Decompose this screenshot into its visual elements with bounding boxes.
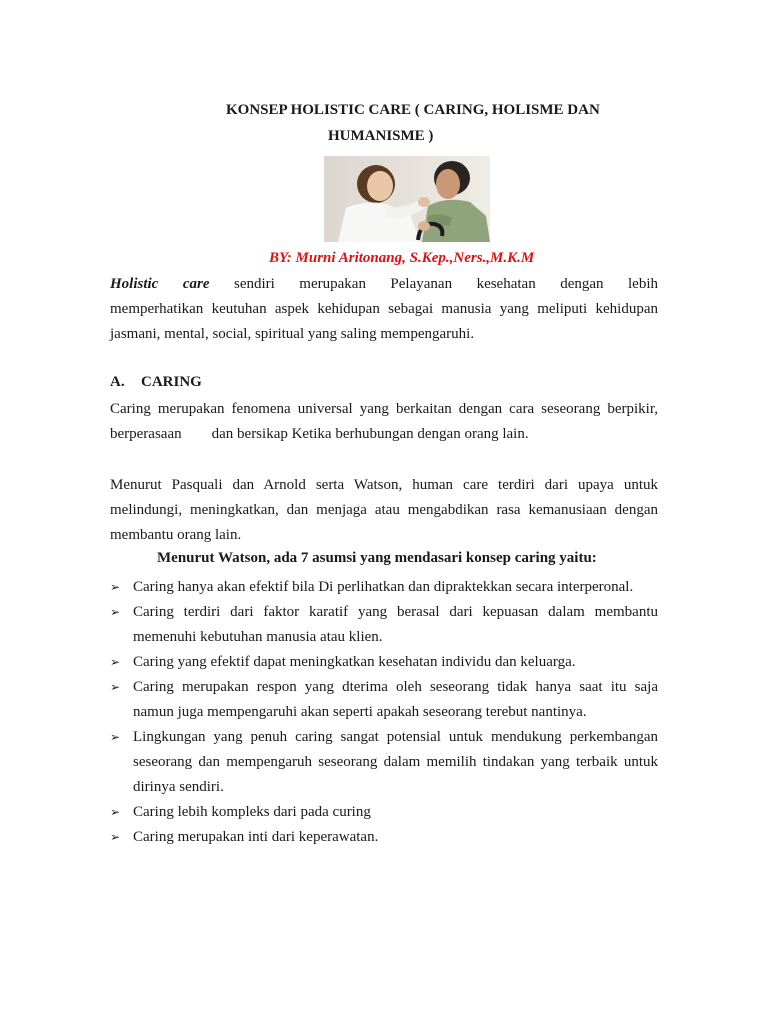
intro-paragraph [110,272,658,347]
assumption-item [110,600,658,650]
document-title-line-1: KONSEP HOLISTIC CARE ( CARING, HOLISME DAN [226,102,600,118]
watson-assumptions-list [110,575,658,850]
arrow-bullet-icon: ➢ [110,730,121,744]
assumption-item [110,725,658,800]
assumption-item [110,825,658,850]
assumption-text-line: Caring yang efektif dapat meningkatkan kesehatan individu dan keluarga. [133,654,576,670]
assumption-text-line: Caring lebih kompleks dari pada curing [133,804,371,820]
assumption-text-line: Caring hanya akan efektif bila Di perlihatkan dan dipraktekkan secara interperonal. [133,579,634,595]
human-care-line-3: membantu orang lain. [110,527,242,543]
assumption-item [110,575,658,600]
section-number: A. [110,374,125,390]
caring-definition-line-2 [110,422,658,447]
assumption-text-line: dirinya sendiri. [133,779,224,795]
assumption-text-line: seseorang dan mempengaruh seseorang dalam memilih tindakan yang terbaik untuk [133,754,658,770]
arrow-bullet-icon: ➢ [110,680,121,694]
caring-definition-rest: dan bersikap Ketika berhubungan dengan orang lain. [211,426,529,442]
assumption-text-line: Lingkungan yang penuh caring sangat potensial untuk mendukung perkembangan [133,729,658,745]
assumption-text-line: Caring merupakan inti dari keperawatan. [133,829,379,845]
assumption-item [110,800,658,825]
section-heading-caring [110,374,202,391]
intro-line-2: memperhatikan keutuhan aspek kehidupan sebagai manusia yang meliputi kehidupan [110,301,658,317]
document-title-line-2: HUMANISME ) [328,128,434,144]
assumption-text-line: Caring merupakan respon yang dterima oleh seseorang tidak hanya saat itu saja [133,679,658,695]
section-title: CARING [141,374,202,390]
human-care-line-2: melindungi, meningkatkan, dan menjaga atau mengabdikan rasa kemanusiaan dengan [110,502,658,518]
assumption-item [110,675,658,725]
assumption-text-line: Caring terdiri dari faktor karatif yang berasal dari kepuasan dalam membantu [133,604,658,620]
intro-line-3: jasmani, mental, social, spiritual yang saling mempengaruhi. [110,326,475,342]
caring-definition-paragraph [110,397,658,447]
assumption-text-line: namun juga mempengaruhi akan seperti apakah seseorang terebut nantinya. [133,704,587,720]
arrow-bullet-icon: ➢ [110,605,121,619]
author-byline: BY: Murni Aritonang, S.Kep.,Ners.,M.K.M [269,250,535,266]
intro-line-1-text: sendiri merupakan Pelayanan kesehatan dengan lebih [233,276,658,292]
human-care-paragraph [110,473,658,548]
arrow-bullet-icon: ➢ [110,830,121,844]
assumption-item [110,650,658,675]
caring-definition-word: berperasaan [110,426,182,442]
watson-assumptions-heading: Menurut Watson, ada 7 asumsi yang mendasari konsep caring yaitu: [157,550,597,566]
arrow-bullet-icon: ➢ [110,655,121,669]
assumption-text-line: memenuhi kebutuhan manusia atau klien. [133,629,383,645]
arrow-bullet-icon: ➢ [110,580,121,594]
arrow-bullet-icon: ➢ [110,805,121,819]
human-care-line-1: Menurut Pasquali dan Arnold serta Watson, human care terdiri dari upaya untuk [110,477,658,493]
intro-line-1 [110,272,658,297]
caring-definition-line-1: Caring merupakan fenomena universal yang berkaitan dengan cara seseorang berpikir, [110,401,658,417]
nurse-caring-photo [324,156,490,242]
holistic-care-term: Holistic care [110,276,210,292]
